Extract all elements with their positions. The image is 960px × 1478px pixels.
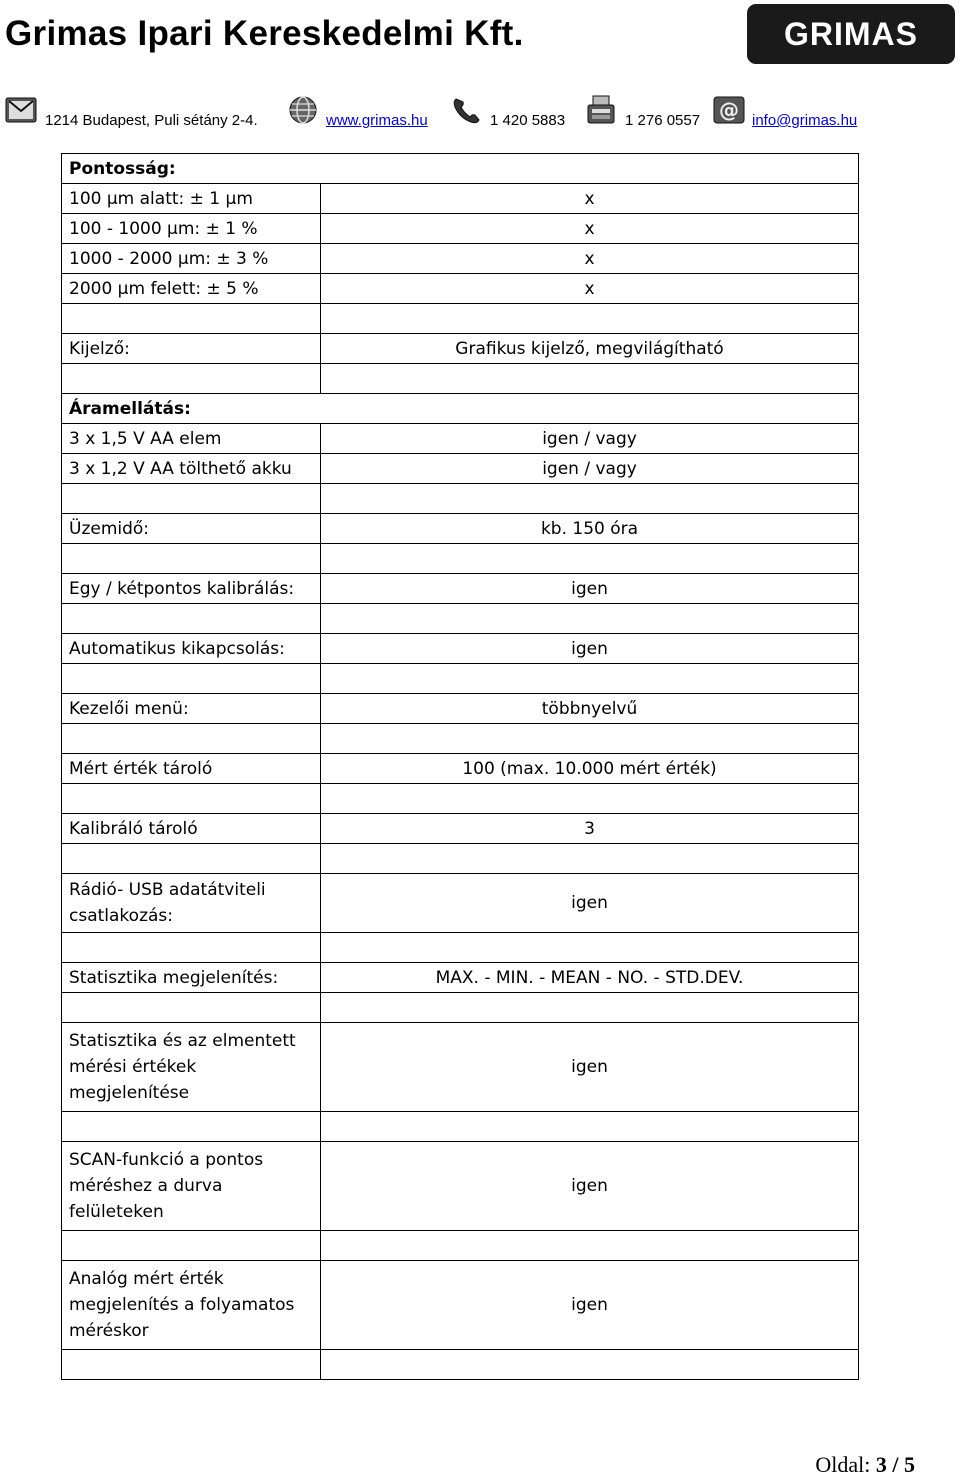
page-total: 5 [904, 1452, 915, 1477]
table-row [62, 154, 859, 184]
spacer-row [62, 364, 859, 394]
spacer-row [62, 1112, 859, 1142]
scan-label: SCAN-funkció a pontos méréshez a durva felületeken [62, 1142, 321, 1231]
power-value: igen / vagy [321, 424, 859, 454]
accuracy-label: 2000 µm felett: ± 5 % [62, 274, 321, 304]
table-row [62, 694, 859, 724]
contact-bar [0, 95, 960, 135]
accuracy-value: x [321, 244, 859, 274]
table-row [62, 514, 859, 544]
menu-label: Kezelői menü: [62, 694, 321, 724]
table-row [62, 814, 859, 844]
spacer-row [62, 544, 859, 574]
table-row [62, 334, 859, 364]
accuracy-label: 100 µm alatt: ± 1 µm [62, 184, 321, 214]
autooff-label: Automatikus kikapcsolás: [62, 634, 321, 664]
calstorage-value: 3 [321, 814, 859, 844]
grimas-logo: GRIMAS [747, 4, 955, 64]
table-row [62, 574, 859, 604]
spacer-row [62, 604, 859, 634]
radio-value: igen [321, 874, 859, 933]
table-row [62, 634, 859, 664]
table-row [62, 1142, 859, 1231]
calibration-label: Egy / kétpontos kalibrálás: [62, 574, 321, 604]
accuracy-label: 100 - 1000 µm: ± 1 % [62, 214, 321, 244]
stats-label: Statisztika megjelenítés: [62, 963, 321, 993]
page-separator: / [892, 1452, 899, 1477]
statsdisplay-label: Statisztika és az elmentett mérési értékek megjelenítése [62, 1023, 321, 1112]
svg-text:@: @ [719, 98, 739, 122]
spacer-row [62, 844, 859, 874]
calstorage-label: Kalibráló tároló [62, 814, 321, 844]
runtime-value: kb. 150 óra [321, 514, 859, 544]
spacer-row [62, 1350, 859, 1380]
address-text: 1214 Budapest, Puli sétány 2-4. [45, 112, 258, 129]
table-row [62, 454, 859, 484]
table-row [62, 424, 859, 454]
accuracy-title: Pontosság: [62, 154, 859, 184]
table-row [62, 1261, 859, 1350]
website-link[interactable]: www.grimas.hu [326, 112, 428, 129]
table-row [62, 214, 859, 244]
table-row [62, 244, 859, 274]
table-row [62, 394, 859, 424]
menu-value: többnyelvű [321, 694, 859, 724]
autooff-value: igen [321, 634, 859, 664]
scan-value: igen [321, 1142, 859, 1231]
storage-label: Mért érték tároló [62, 754, 321, 784]
power-title: Áramellátás: [62, 394, 859, 424]
accuracy-label: 1000 - 2000 µm: ± 3 % [62, 244, 321, 274]
page-footer [815, 1452, 915, 1478]
fax-icon [585, 95, 617, 125]
power-label: 3 x 1,2 V AA tölthető akku [62, 454, 321, 484]
stats-value: MAX. - MIN. - MEAN - NO. - STD.DEV. [321, 963, 859, 993]
storage-value: 100 (max. 10.000 mért érték) [321, 754, 859, 784]
table-row [62, 184, 859, 214]
display-label: Kijelző: [62, 334, 321, 364]
spec-table [61, 153, 859, 1380]
mail-icon [5, 95, 37, 125]
spacer-row [62, 1231, 859, 1261]
page-number: 3 [875, 1452, 887, 1477]
analog-value: igen [321, 1261, 859, 1350]
accuracy-value: x [321, 274, 859, 304]
accuracy-value: x [321, 214, 859, 244]
globe-icon [287, 95, 319, 125]
spacer-row [62, 484, 859, 514]
table-row [62, 874, 859, 933]
analog-label: Analóg mért érték megjelenítés a folyamatos méréskor [62, 1261, 321, 1350]
table-row [62, 1023, 859, 1112]
table-row [62, 274, 859, 304]
runtime-label: Üzemidő: [62, 514, 321, 544]
statsdisplay-value: igen [321, 1023, 859, 1112]
page-prefix: Oldal: [815, 1452, 871, 1477]
calibration-value: igen [321, 574, 859, 604]
fax-text: 1 276 0557 [625, 112, 701, 129]
phone-icon [451, 95, 483, 125]
spacer-row [62, 724, 859, 754]
table-row [62, 754, 859, 784]
table-row [62, 963, 859, 993]
radio-label: Rádió- USB adatátviteli csatlakozás: [62, 874, 321, 933]
power-label: 3 x 1,5 V AA elem [62, 424, 321, 454]
spacer-row [62, 664, 859, 694]
spacer-row [62, 993, 859, 1023]
spacer-row [62, 933, 859, 963]
power-value: igen / vagy [321, 454, 859, 484]
spacer-row [62, 304, 859, 334]
accuracy-value: x [321, 184, 859, 214]
display-value: Grafikus kijelző, megvilágítható [321, 334, 859, 364]
email-link[interactable]: info@grimas.hu [752, 112, 858, 129]
phone-text: 1 420 5883 [490, 112, 566, 129]
spacer-row [62, 784, 859, 814]
email-icon [713, 95, 745, 125]
company-title: Grimas Ipari Kereskedelmi Kft. [5, 14, 524, 53]
